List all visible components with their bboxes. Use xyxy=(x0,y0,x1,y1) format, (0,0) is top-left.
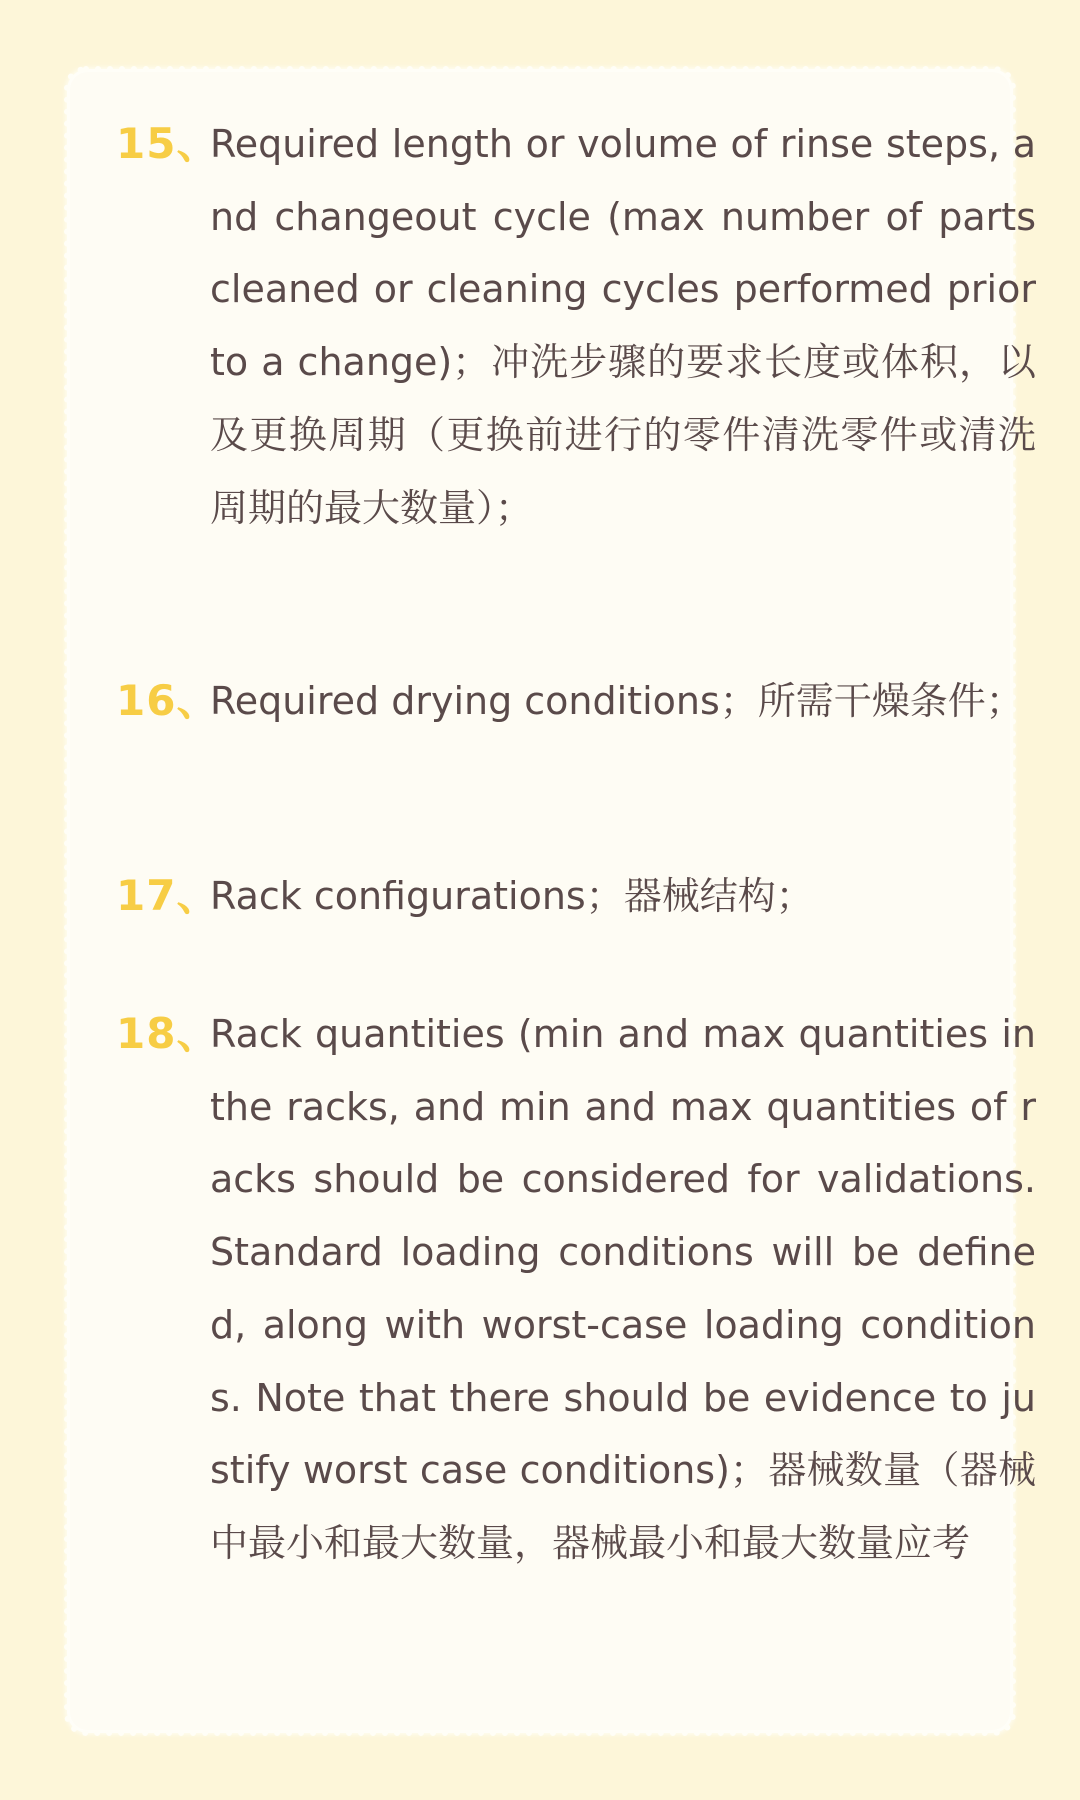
content-card xyxy=(70,72,1036,1730)
item-number: 15、 xyxy=(116,119,220,168)
item-text: Required length or volume of rinse steps, and changeout cycle (max number of parts cleaned or cleaning cycles performed prior to a change)；冲洗步骤的要求长度或体积，以及更换周期（更换前进行的零件清洗零件或清洗周期的最大数量）； xyxy=(210,122,1036,530)
item-number: 18、 xyxy=(116,1009,220,1058)
item-text: Rack configurations；器械结构； xyxy=(210,874,814,918)
item-text: Required drying conditions；所需干燥条件； xyxy=(210,679,1024,723)
item-number: 16、 xyxy=(116,676,220,725)
item-number: 17、 xyxy=(116,871,220,920)
item-text: Rack quantities (min and max quantities in the racks, and min and max quantities of racks should be considered for validations. Standard loading conditions will be defined, along with worst-case loading conditions. Note that there should be evidence to justify worst case conditions)；器械数量（器械中最小和最大数量，器械最小和最大数量应考 xyxy=(210,1012,1036,1565)
